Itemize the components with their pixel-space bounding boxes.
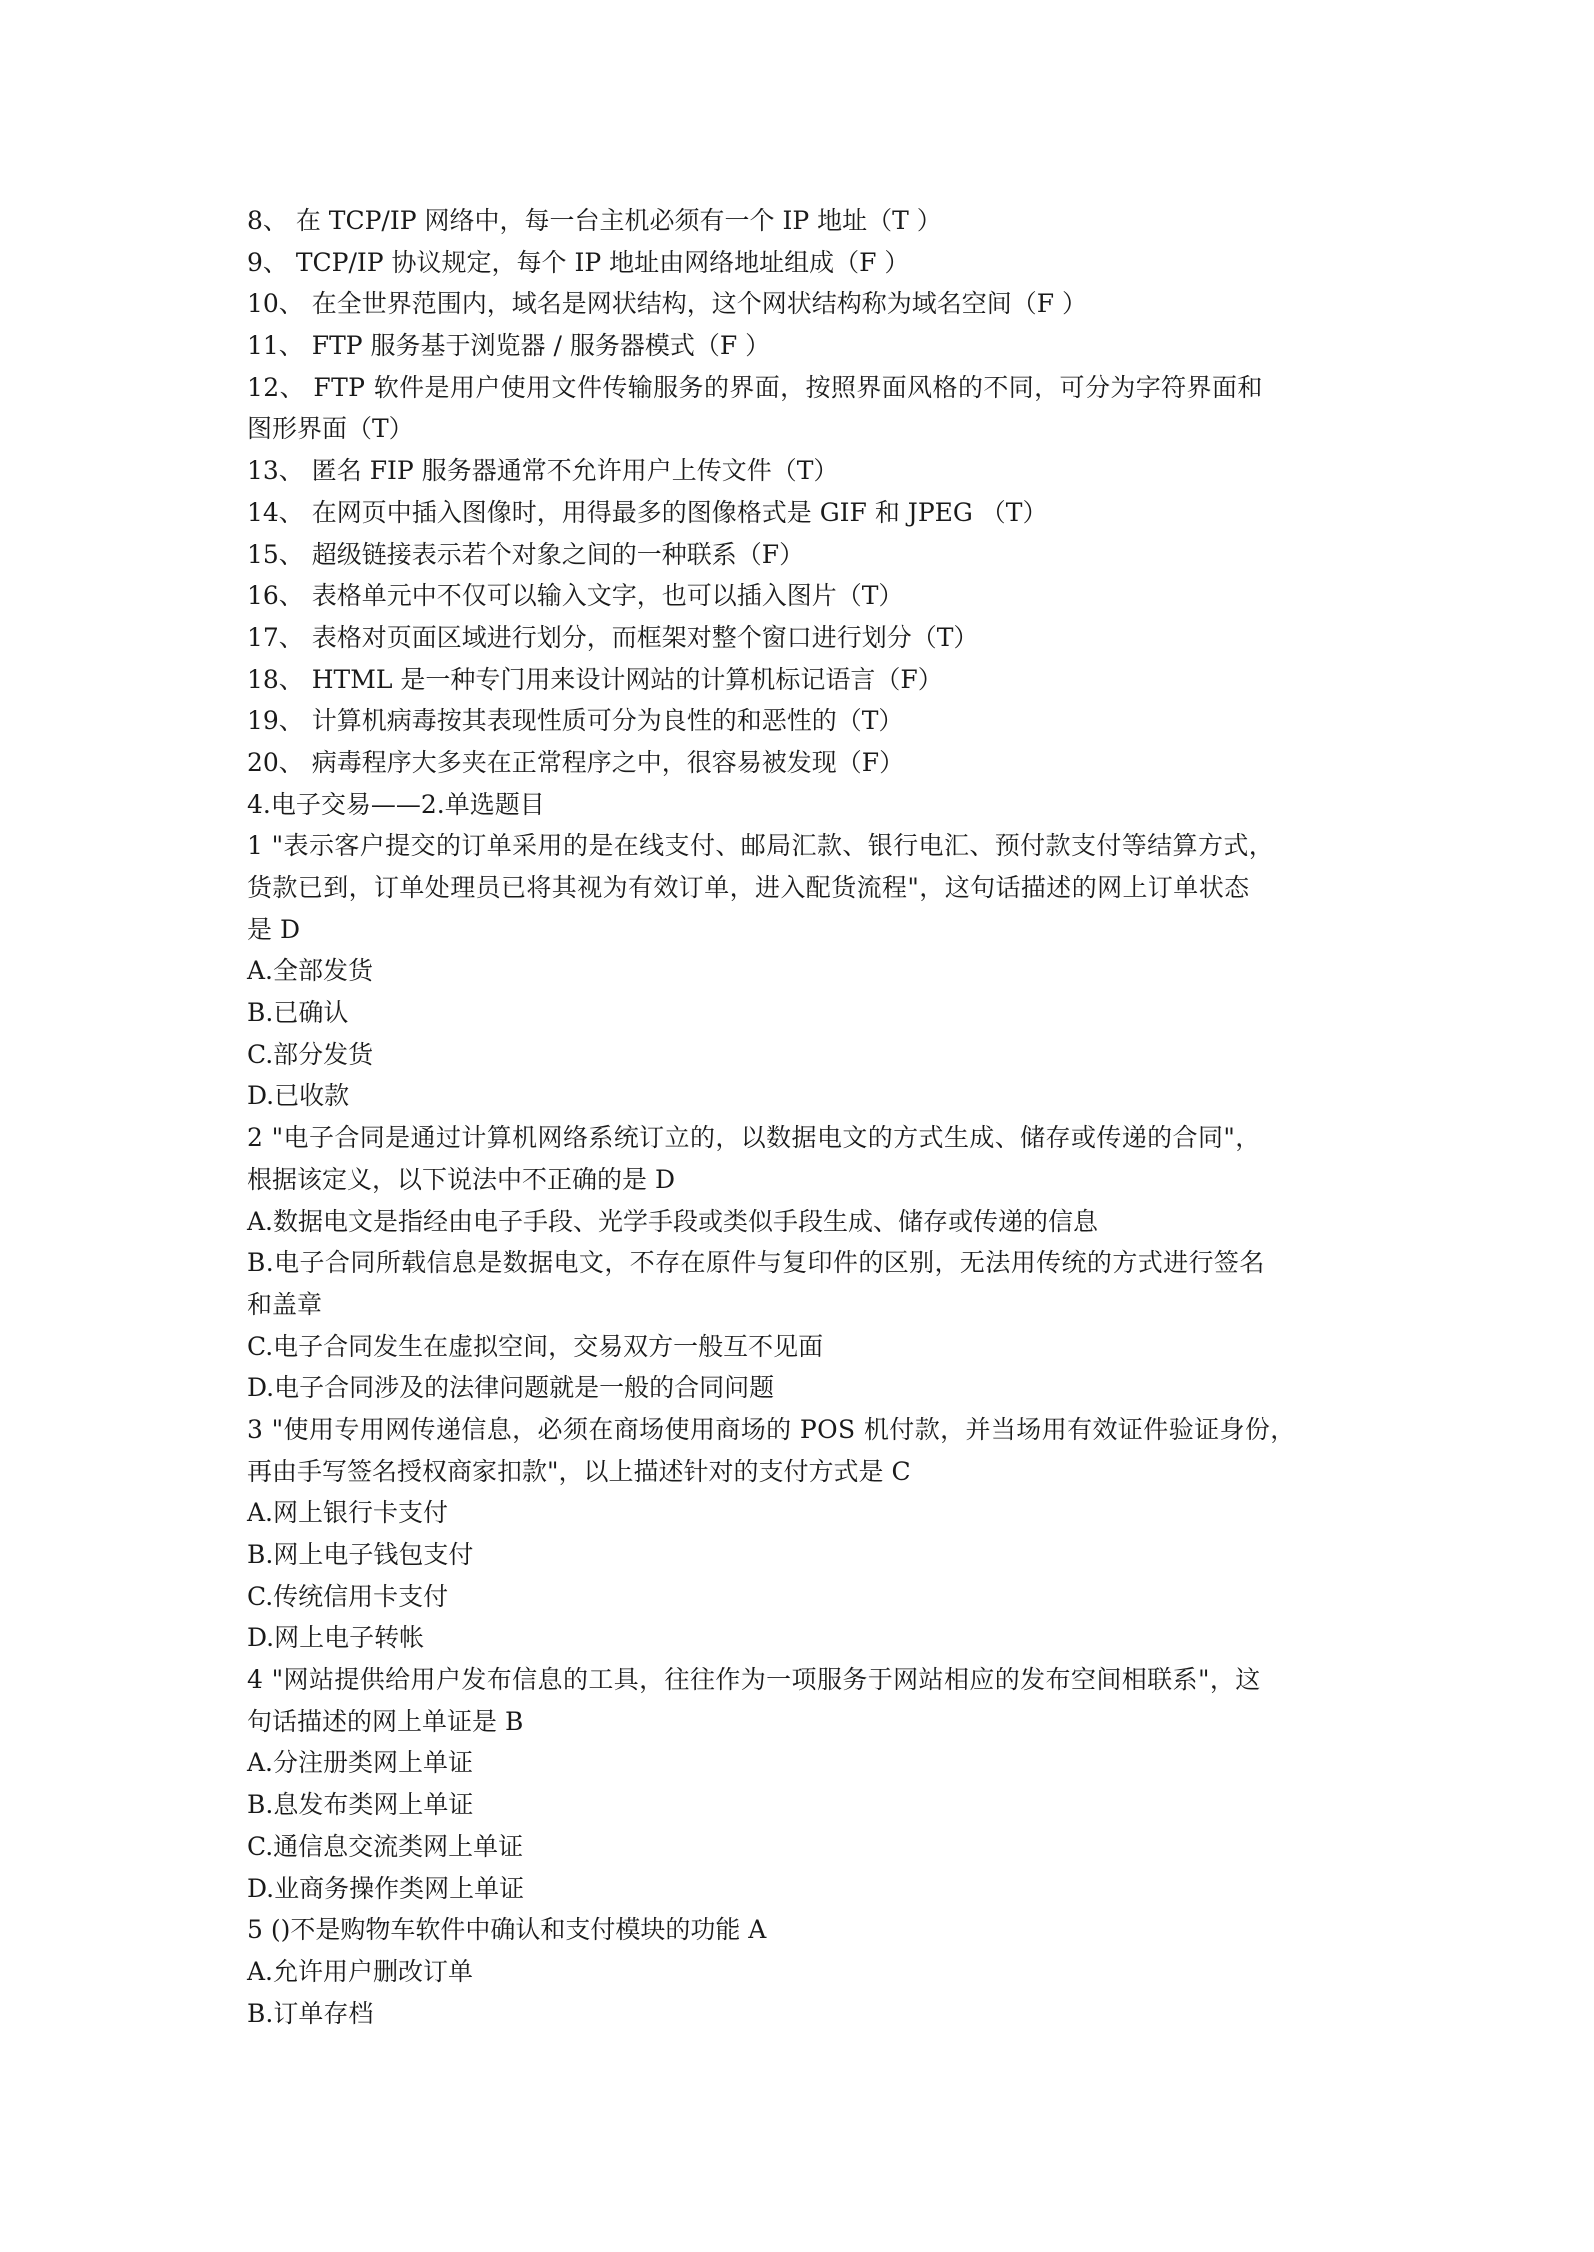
true-false-item-19: 19、 计算机病毒按其表现性质可分为良性的和恶性的（T）	[247, 706, 904, 736]
true-false-item-15: 15、 超级链接表示若个对象之间的一种联系（F）	[247, 539, 805, 569]
question-2-option-d: D.电子合同涉及的法律问题就是一般的合同问题	[247, 1373, 775, 1403]
question-4-option-a: A.分注册类网上单证	[247, 1748, 474, 1778]
question-3-stem-continued: 再由手写签名授权商家扣款"，以上描述针对的支付方式是 C	[247, 1456, 911, 1486]
question-4-stem: 4 "网站提供给用户发布信息的工具，往往作为一项服务于网站相应的发布空间相联系"，这	[247, 1665, 1261, 1695]
question-1-stem: 1 "表示客户提交的订单采用的是在线支付、邮局汇款、银行电汇、预付款支付等结算方式，	[247, 831, 1275, 861]
question-3-option-b: B.网上电子钱包支付	[247, 1540, 474, 1569]
question-2-option-b-continued: 和盖章	[247, 1289, 323, 1319]
true-false-item-13: 13、 匿名 FIP 服务器通常不允许用户上传文件（T）	[247, 456, 839, 486]
question-2-option-c: C.电子合同发生在虚拟空间，交易双方一般互不见面	[247, 1331, 824, 1361]
question-4-option-d: D.业商务操作类网上单证	[247, 1873, 525, 1903]
question-4-option-b: B.息发布类网上单证	[247, 1790, 474, 1820]
question-5-option-a: A.允许用户删改订单	[247, 1956, 474, 1986]
question-1-option-c: C.部分发货	[247, 1039, 374, 1069]
true-false-item-12: 12、 FTP 软件是用户使用文件传输服务的界面，按照界面风格的不同，可分为字符界面和	[247, 372, 1263, 402]
question-1-option-a: A.全部发货	[247, 956, 374, 986]
true-false-item-12-continued: 图形界面（T）	[247, 414, 414, 444]
true-false-item-14: 14、 在网页中插入图像时，用得最多的图像格式是 GIF 和 JPEG （T）	[247, 497, 1048, 527]
section-heading: 4.电子交易——2.单选题目	[247, 789, 545, 819]
question-4-stem-continued: 句话描述的网上单证是 B	[247, 1706, 524, 1736]
true-false-item-8: 8、 在 TCP/IP 网络中，每一台主机必须有一个 IP 地址（T ）	[247, 206, 942, 235]
question-3-stem: 3 "使用专用网传递信息，必须在商场使用商场的 POS 机付款，并当场用有效证件验证身份，	[247, 1414, 1296, 1444]
question-2-option-b: B.电子合同所载信息是数据电文，不存在原件与复印件的区别，无法用传统的方式进行签名	[247, 1248, 1265, 1278]
question-1-option-b: B.已确认	[247, 998, 349, 1028]
question-5-stem: 5 ()不是购物车软件中确认和支付模块的功能 A	[247, 1915, 767, 1945]
question-4-option-c: C.通信息交流类网上单证	[247, 1831, 524, 1861]
question-2-stem-continued: 根据该定义，以下说法中不正确的是 D	[247, 1164, 675, 1194]
question-1-stem-continued: 货款已到，订单处理员已将其视为有效订单，进入配货流程"，这句话描述的网上订单状态	[247, 873, 1250, 902]
question-3-option-a: A.网上银行卡支付	[247, 1498, 449, 1528]
true-false-item-10: 10、 在全世界范围内，域名是网状结构，这个网状结构称为域名空间（F ）	[247, 289, 1088, 319]
document-body	[247, 200, 1357, 2034]
true-false-item-16: 16、 表格单元中不仅可以输入文字，也可以插入图片（T）	[247, 581, 904, 611]
question-5-option-b: B.订单存档	[247, 1998, 374, 2028]
question-2-stem: 2 "电子合同是通过计算机网络系统订立的，以数据电文的方式生成、储存或传递的合同"，	[247, 1123, 1261, 1153]
question-3-option-c: C.传统信用卡支付	[247, 1581, 449, 1611]
question-2-option-a: A.数据电文是指经由电子手段、光学手段或类似手段生成、储存或传递的信息	[247, 1206, 1099, 1236]
question-1-option-d: D.已收款	[247, 1081, 350, 1111]
question-3-option-d: D.网上电子转帐	[247, 1623, 425, 1653]
question-1-answer: 是 D	[247, 914, 300, 944]
true-false-item-11: 11、 FTP 服务基于浏览器 / 服务器模式（F ）	[247, 331, 771, 361]
true-false-item-20: 20、 病毒程序大多夹在正常程序之中，很容易被发现（F）	[247, 747, 905, 777]
true-false-item-18: 18、 HTML 是一种专门用来设计网站的计算机标记语言（F）	[247, 664, 943, 694]
true-false-item-9: 9、 TCP/IP 协议规定，每个 IP 地址由网络地址组成（F ）	[247, 247, 910, 277]
true-false-item-17: 17、 表格对页面区域进行划分，而框架对整个窗口进行划分（T）	[247, 622, 979, 652]
